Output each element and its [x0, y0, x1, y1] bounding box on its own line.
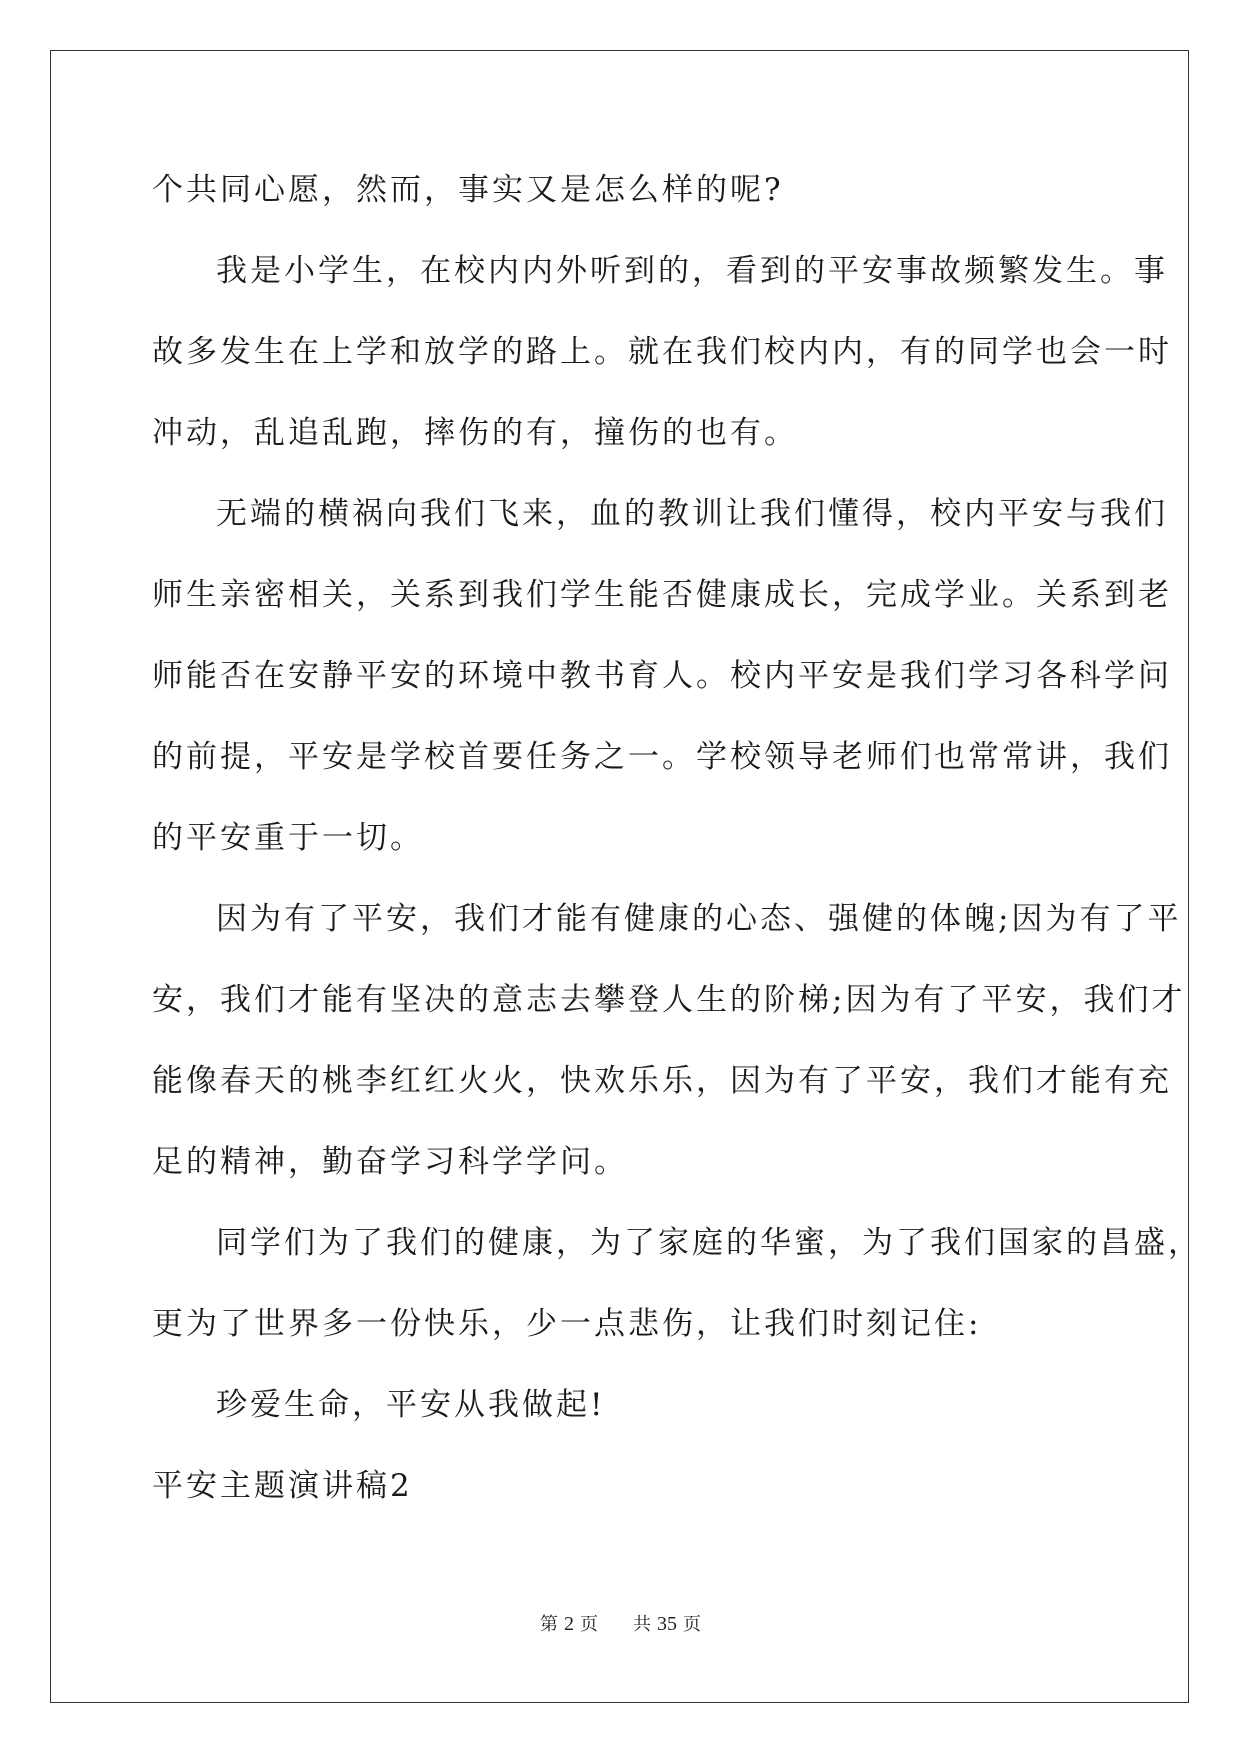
text-line: 安，我们才能有坚决的意志去攀登人生的阶梯;因为有了平安，我们才: [152, 982, 1186, 1018]
text-line: 冲动，乱追乱跑，摔伤的有，撞伤的也有。: [152, 415, 798, 451]
text-line: 的平安重于一切。: [152, 820, 424, 856]
page-footer: [0, 1612, 1241, 1637]
total-suffix: 页: [682, 1614, 701, 1635]
total-prefix: 共: [632, 1614, 651, 1635]
paragraph-start-line: 无端的横祸向我们飞来，血的教训让我们懂得，校内平安与我们: [216, 496, 1168, 532]
text-line: 个共同心愿，然而，事实又是怎么样的呢?: [152, 172, 784, 208]
paragraph-start-line: 珍爱生命，平安从我做起!: [216, 1387, 606, 1423]
page-suffix: 页: [580, 1614, 599, 1635]
page-number: 2: [564, 1613, 575, 1635]
paragraph-start-line: 同学们为了我们的健康，为了家庭的华蜜，为了我们国家的昌盛，: [216, 1225, 1202, 1261]
text-line: 师能否在安静平安的环境中教书育人。校内平安是我们学习各科学问: [152, 658, 1172, 694]
paragraph-start-line: 我是小学生，在校内内外听到的，看到的平安事故频繁发生。事: [216, 253, 1168, 289]
text-line: 足的精神，勤奋学习科学学问。: [152, 1144, 628, 1180]
text-line: 师生亲密相关，关系到我们学生能否健康成长，完成学业。关系到老: [152, 577, 1172, 613]
section-heading: 平安主题演讲稿2: [152, 1468, 413, 1504]
total-pages-indicator: [630, 1614, 704, 1635]
document-body: [152, 160, 1202, 1537]
page-indicator: [537, 1614, 601, 1635]
text-line: 的前提，平安是学校首要任务之一。学校领导老师们也常常讲，我们: [152, 739, 1172, 775]
paragraph-start-line: 因为有了平安，我们才能有健康的心态、强健的体魄;因为有了平: [216, 901, 1182, 937]
text-line: 能像春天的桃李红红火火，快欢乐乐，因为有了平安，我们才能有充: [152, 1063, 1172, 1099]
text-line: 故多发生在上学和放学的路上。就在我们校内内，有的同学也会一时: [152, 334, 1172, 370]
text-line: 更为了世界多一份快乐，少一点悲伤，让我们时刻记住:: [152, 1306, 982, 1342]
page-prefix: 第: [540, 1614, 559, 1635]
total-pages: 35: [656, 1613, 677, 1635]
